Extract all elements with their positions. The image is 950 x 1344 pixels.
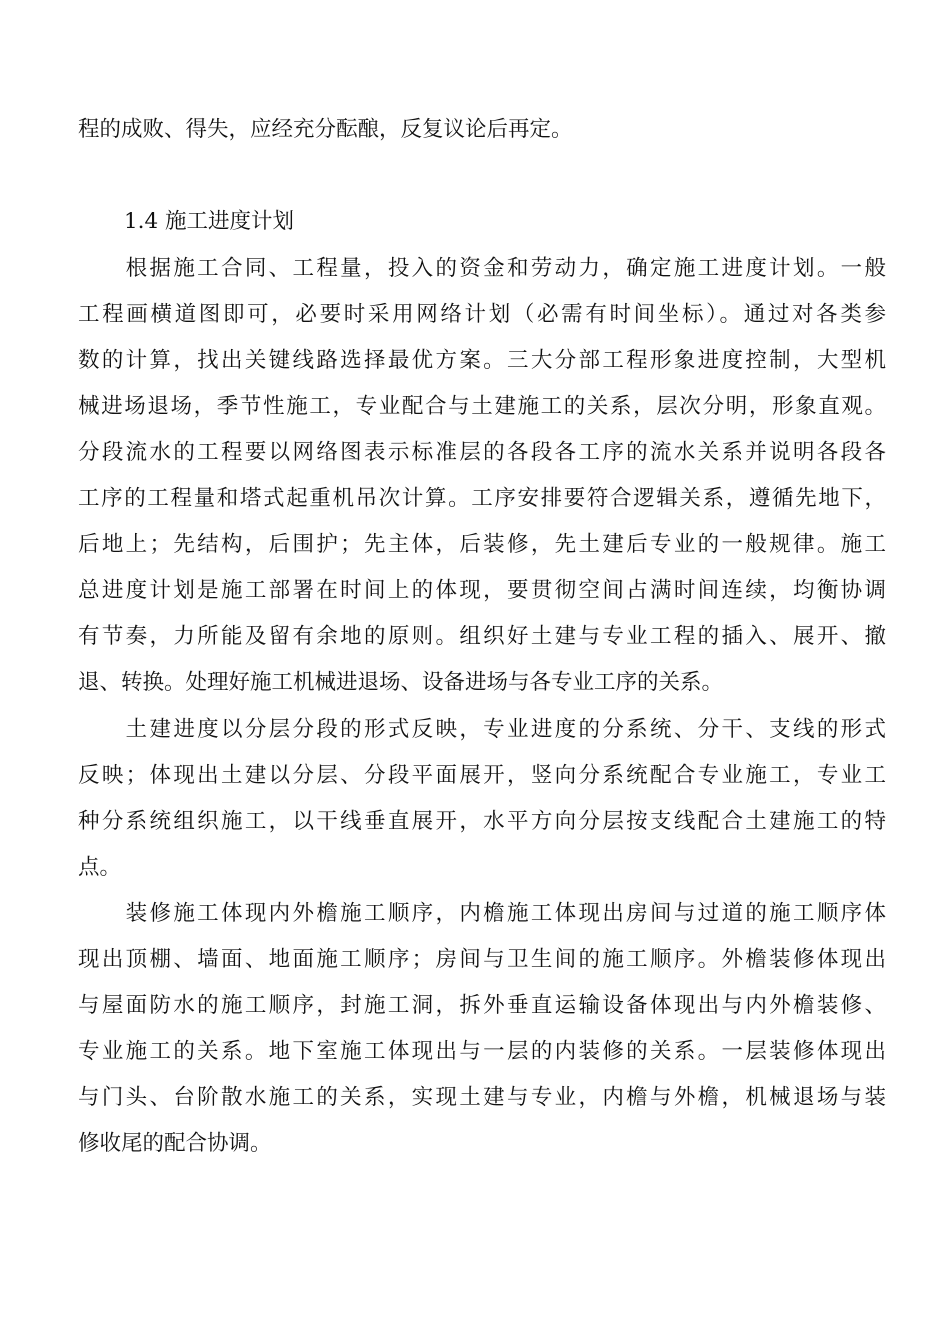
paragraph-line: 与门头、台阶散水施工的关系，实现土建与专业，内檐与外檐，机械退场与装 xyxy=(78,1085,886,1110)
section-heading: 1.4 施工进度计划 xyxy=(124,209,295,234)
paragraph-line: 总进度计划是施工部署在时间上的体现，要贯彻空间占满时间连续，均衡协调 xyxy=(78,578,886,603)
paragraph-line: 装修施工体现内外檐施工顺序，内檐施工体现出房间与过道的施工顺序体 xyxy=(78,901,886,926)
paragraph-line: 种分系统组织施工，以干线垂直展开，水平方向分层按支线配合土建施工的特 xyxy=(78,809,886,834)
intro-line: 程的成败、得失，应经充分酝酿，反复议论后再定。 xyxy=(78,117,573,142)
paragraph-line: 退、转换。处理好施工机械进退场、设备进场与各专业工序的关系。 xyxy=(78,670,724,695)
paragraph-line: 反映；体现出土建以分层、分段平面展开，竖向分系统配合专业施工，专业工 xyxy=(78,763,886,788)
paragraph-line: 专业施工的关系。地下室施工体现出与一层的内装修的关系。一层装修体现出 xyxy=(78,1039,886,1064)
paragraph-line: 械进场退场，季节性施工，专业配合与土建施工的关系，层次分明，形象直观。 xyxy=(78,394,886,419)
paragraph-line: 根据施工合同、工程量，投入的资金和劳动力，确定施工进度计划。一般 xyxy=(78,256,886,281)
paragraph-line: 数的计算，找出关键线路选择最优方案。三大分部工程形象进度控制，大型机 xyxy=(78,348,886,373)
paragraph-line: 与屋面防水的施工顺序，封施工洞，拆外垂直运输设备体现出与内外檐装修、 xyxy=(78,993,886,1018)
paragraph-line: 分段流水的工程要以网络图表示标准层的各段各工序的流水关系并说明各段各 xyxy=(78,440,886,465)
paragraph-line: 点。 xyxy=(78,855,122,880)
paragraph-line: 工程画横道图即可，必要时采用网络计划（必需有时间坐标）。通过对各类参 xyxy=(78,302,886,327)
paragraph-line: 修收尾的配合协调。 xyxy=(78,1131,272,1156)
paragraph-line: 土建进度以分层分段的形式反映，专业进度的分系统、分干、支线的形式 xyxy=(78,717,886,742)
paragraph-line: 有节奏，力所能及留有余地的原则。组织好土建与专业工程的插入、展开、撤 xyxy=(78,624,886,649)
paragraph-line: 后地上；先结构，后围护；先主体，后装修，先土建后专业的一般规律。施工 xyxy=(78,532,886,557)
paragraph-line: 工序的工程量和塔式起重机吊次计算。工序安排要符合逻辑关系，遵循先地下， xyxy=(78,486,886,511)
paragraph-line: 现出顶棚、墙面、地面施工顺序；房间与卫生间的施工顺序。外檐装修体现出 xyxy=(78,947,886,972)
